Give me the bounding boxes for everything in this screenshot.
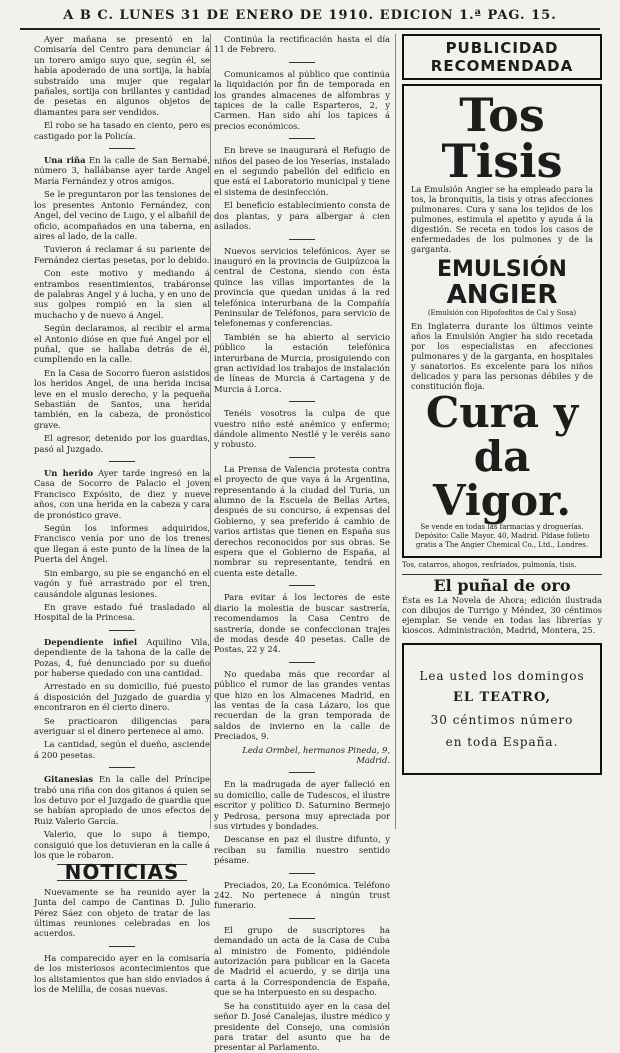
separator bbox=[214, 397, 390, 405]
paragraph: Tenéis vosotros la culpa de que vuestro niño esté anémico y enfermo; dándole alimento Nestlé y le veréis sano y robusto. bbox=[214, 408, 390, 450]
emulsion-angier-ad bbox=[402, 84, 602, 558]
paragraph: Se practicaron diligencias para averiguar si el dinero pertenece al amo. bbox=[34, 715, 210, 736]
teatro-line: Lea usted los domingos bbox=[419, 669, 585, 684]
column-1 bbox=[34, 34, 210, 995]
section-lead: Un herido bbox=[44, 468, 94, 479]
column-3-ads bbox=[402, 34, 602, 834]
paragraph: Preciados, 20, La Económica. Teléfono 242. No pertenece á ningún trust funerario. bbox=[214, 879, 390, 911]
separator bbox=[214, 914, 390, 922]
separator bbox=[34, 942, 210, 950]
teatro-line: EL TEATRO, bbox=[452, 690, 552, 706]
separator bbox=[34, 763, 210, 771]
paragraph: Descanse en paz el ilustre difunto, y reciban su familia nuestro sentido pésame. bbox=[214, 834, 390, 866]
punal-de-oro-title: El puñal de oro bbox=[433, 576, 571, 595]
separator bbox=[214, 134, 390, 142]
separator bbox=[214, 453, 390, 461]
paragraph: Con este motivo y mediando á entrambos resentimientos, trabáronse de palabras Angel y á lucha, y en uno de sus golpes rompió en la sien al muchacho y de nuevo á Angel. bbox=[34, 268, 210, 320]
ad-headline-cura: Cura y bbox=[425, 388, 579, 437]
separator bbox=[214, 58, 390, 66]
ad-subtitle: (Emulsión con Hipofosfitos de Cal y Sosa) bbox=[427, 309, 577, 317]
teatro-line: en toda España. bbox=[445, 735, 559, 750]
ad-brand-angier: ANGIER bbox=[446, 280, 558, 310]
ad-text: Se vende en todas las farmacias y droguerías. Depósito: Calle Mayor, 40, Madrid. Pídase folleto gratis a The Angier Chemical Co., Ltd., Londres. bbox=[414, 523, 590, 549]
paragraph: Continúa la rectificación hasta el día 11 de Febrero. bbox=[214, 34, 390, 55]
paragraph: Tuvieron á reclamar á su pariente de Fernández ciertas pesetas, por lo debido. bbox=[34, 244, 210, 265]
column-divider bbox=[395, 34, 396, 829]
separator bbox=[214, 658, 390, 666]
paragraph: El grupo de suscriptores ha demandado un acta de la Casa de Cuba al ministro de Fomento, pidiéndole autorización para publicar en la Gaceta de Madrid el acuerdo, y se dirija una carta á la Correspondencia de España, que se ha interpuesto en su despacho. bbox=[214, 924, 390, 998]
separator bbox=[214, 235, 390, 243]
punal-de-oro-text: Ésta es La Novela de Ahora; edición ilustrada con dibujos de Turrigo y Méndez, 30 céntimos ejemplar. Se vende en todas las librerías y kioscos. Administración, Madrid, Montera, 25. bbox=[402, 595, 602, 636]
separator bbox=[214, 768, 390, 776]
ad-text: En Inglaterra durante los últimos veinte años la Emulsión Angier ha sido recetada por los especialistas en afecciones pulmonares y de la garganta, en hospitales y sanatorios. Es excelente para los niños delicados y para las personas débiles y de constitución floja. bbox=[411, 321, 593, 391]
column-2 bbox=[214, 34, 390, 1053]
paragraph: Según declaramos, al recibir el arma el Antonio dióse en que fué Angel por el puñal, que se hallaba detrás de él, cumpliendo en la calle. bbox=[34, 323, 210, 365]
paragraph: Se ha constituido ayer en la casa del señor D. José Canalejas, ilustre médico y presidente del Consejo, una comisión para tratar del asunto que ha de presentar al Parlamento. bbox=[214, 1000, 390, 1053]
separator bbox=[214, 581, 390, 589]
news-item: Un herido Ayer tarde ingresó en la Casa de Socorro de Palacio el joven Francisco Expósito, de diez y nueve años, con una herida en la cabeza y cara de pronóstico grave. bbox=[34, 468, 210, 520]
separator bbox=[34, 457, 210, 465]
paragraph: Arrestado en su domicilio, fué puesto á disposición del Juzgado de guardia y encontraron en él cierto dinero. bbox=[34, 681, 210, 713]
ad-headline-tos: Tos bbox=[459, 88, 545, 142]
paragraph: En la Casa de Socorro fueron asistidos los heridos Angel, de una herida incisa leve en el muslo derecho, y la pequeña Sebastián de Santos, una herida también, en la cabeza, de pronóstico grave. bbox=[34, 367, 210, 430]
paragraph: El beneficio establecimiento consta de dos plantas, y para albergar á cien asilados. bbox=[214, 200, 390, 232]
section-heading-noticias: NOTICIAS bbox=[34, 864, 210, 880]
paragraph: El robo se ha tasado en ciento, pero es castigado por la Policía. bbox=[34, 120, 210, 141]
paragraph: Ha comparecido ayer en la comisaría de los misteriosos acontecimientos que los alistamientos que han sido enviados á los de Melilla, de cosas nuevas. bbox=[34, 952, 210, 995]
publicidad-header: PUBLICIDAD RECOMENDADA bbox=[402, 34, 602, 80]
paragraph: El agresor, detenido por los guardias, pasó al Juzgado. bbox=[34, 433, 210, 454]
header-rule bbox=[20, 28, 600, 30]
separator bbox=[34, 144, 210, 152]
paragraph: En la madrugada de ayer falleció en su domicilio, calle de Tudescos, el ilustre escritor y político D. Saturnino Bermejo y Pedrosa, persona muy apreciada por sus virtudes y bondades. bbox=[214, 779, 390, 831]
paragraph: Nuevamente se ha reunido ayer la Junta del campo de Cantinas D. Julio Pérez Sáez con objeto de tratar de las últimas reuniones celebradas en los acuerdos. bbox=[34, 886, 210, 939]
teatro-line: 30 céntimos número bbox=[430, 713, 574, 728]
ad-headline-tisis: Tisis bbox=[441, 134, 563, 188]
news-item: Una riña En la calle de San Bernabé, número 3, hallábanse ayer tarde Angel María Fernández y otros amigos. bbox=[34, 155, 210, 186]
column-divider bbox=[210, 34, 211, 829]
ad-headline-vigor: da Vigor. bbox=[432, 432, 572, 525]
news-item: Gitanesias En la calle del Príncipe trabó una riña con dos gitanos á quien se los detuvo por el Juzgado de guardia que se habían apropiado de unos efectos de Ruiz Valerio García. bbox=[34, 774, 210, 826]
paragraph: En breve se inaugurará el Refugio de niños del paseo de los Yeserías, instalado en el segundo pabellón del edificio en que está el Laboratorio municipal y tiene el sistema de desinfección. bbox=[214, 145, 390, 197]
ad-brand-emulsion: EMULSIÓN bbox=[437, 257, 567, 282]
paragraph: Comunicamos al público que continúa la liquidación por fin de temporada en los grandes almacenes de alfombras y tapices de la calle Esparteros, 2, y Carmen. Han sido ahí los tapices á precios económicos. bbox=[214, 68, 390, 131]
paragraph: Valerio, que lo supo á tiempo, consiguió que los detuvieran en la calle á los que le robaron. bbox=[34, 829, 210, 861]
section-lead: Dependiente infiel bbox=[44, 636, 138, 647]
signature: Leda Ormbel, hermanos Pineda, 9, Madrid. bbox=[242, 744, 390, 765]
ad-footer: Tos, catarros, ahogos, resfriados, pulmonía, tisis. bbox=[402, 561, 577, 569]
paragraph: Sin embargo, su pie se enganchó en el vagón y fué arrastrado por el tren, causándole algunas lesiones. bbox=[34, 567, 210, 599]
paragraph: En grave estado fué trasladado al Hospital de la Princesa. bbox=[34, 601, 210, 623]
news-item: Dependiente infiel Aquilino Vila, dependiente de la tahona de la calle de Pozas, 4, fué denunciado por su dueño por haberse quedado con una cantidad. bbox=[34, 636, 210, 678]
paragraph: Según los informes adquiridos, Francisco venía por uno de los trenes que llegan á este punto de la línea de la Puerta del Ángel. bbox=[34, 523, 210, 565]
paragraph: La Prensa de Valencia protesta contra el proyecto de que vaya á la Argentina, representando á la ciudad del Turia, un alumno de la Escuela de Bellas Artes, después de su concurso, á expensas del Gobierno, y sea preferido á cambio de varios artistas que tienen en España sus derechos reconocidos por sus obras. Se espera que el Gobierno de España, al nombrar su representante, tendrá en cuenta este detalle. bbox=[214, 463, 390, 578]
page-header: A B C. LUNES 31 DE ENERO DE 1910. EDICION 1.ª PAG. 15. bbox=[63, 8, 557, 23]
separator bbox=[34, 626, 210, 634]
paragraph: Para evitar á los lectores de este diario la molestia de buscar sastrería, recomendamos la Casa Centro de sastrería, donde se confeccionan trajes de modas desde 40 pesetas. Calle de Postas, 22 y 24. bbox=[214, 592, 390, 655]
separator bbox=[402, 574, 602, 575]
paragraph: Se le preguntaron por las tensiones de los presentes Antonio Fernández, con Angel, del vecino de Lugo, y el albañil de oficio, acompañados en una taberna, en aires al lado, de la calle. bbox=[34, 189, 210, 241]
section-lead: Gitanesias bbox=[44, 774, 94, 785]
paragraph: No quedaba más que recordar al público el rumor de las grandes ventas que hizo en los Almacenes Madrid, en las ventas de la casa Lázaro, los que recuerdan de la gran temporada de saldos de invierno en la calle de Preciados, 9. bbox=[214, 668, 390, 742]
paragraph: También se ha abierto al servicio público la estación telefónica interurbana de Murcia, prosiguiendo con gran actividad los trabajos de instalación de líneas de Murcia á Cartagena y de Murcia á Lorca. bbox=[214, 331, 390, 394]
el-teatro-ad bbox=[402, 643, 602, 775]
ad-text: La Emulsión Angier se ha empleado para la tos, la bronquitis, la tisis y otras afecciones pulmonares. Cura y sana los tejidos de los pulmones, estimula el apetito y ayuda á la digestión. Se receta en todos los casos de enfermedades de los pulmones y de la garganta. bbox=[411, 184, 593, 254]
paragraph: Nuevos servicios telefónicos. Ayer se inauguró en la provincia de Guipúzcoa la central de Cestona, siendo con ésta quince las villas importantes de la provincia que quedan unidas á la red telefónica interurbana de la Compañía Peninsular de Teléfonos, para servicio de telefonemas y conferencias. bbox=[214, 245, 390, 329]
paragraph: Ayer mañana se presentó en la Comisaría del Centro para denunciar á un torero amigo suyo que, según él, se había apoderado de una sortija, la había substraído una mujer que regalar pañales, sortija con brillantes y cantidad de pesetas en algunos objetos de diamantes para ser vendidos. bbox=[34, 34, 210, 117]
section-lead: Una riña bbox=[44, 155, 86, 166]
separator bbox=[214, 869, 390, 877]
paragraph: La cantidad, según el dueño, asciende á 200 pesetas. bbox=[34, 739, 210, 760]
